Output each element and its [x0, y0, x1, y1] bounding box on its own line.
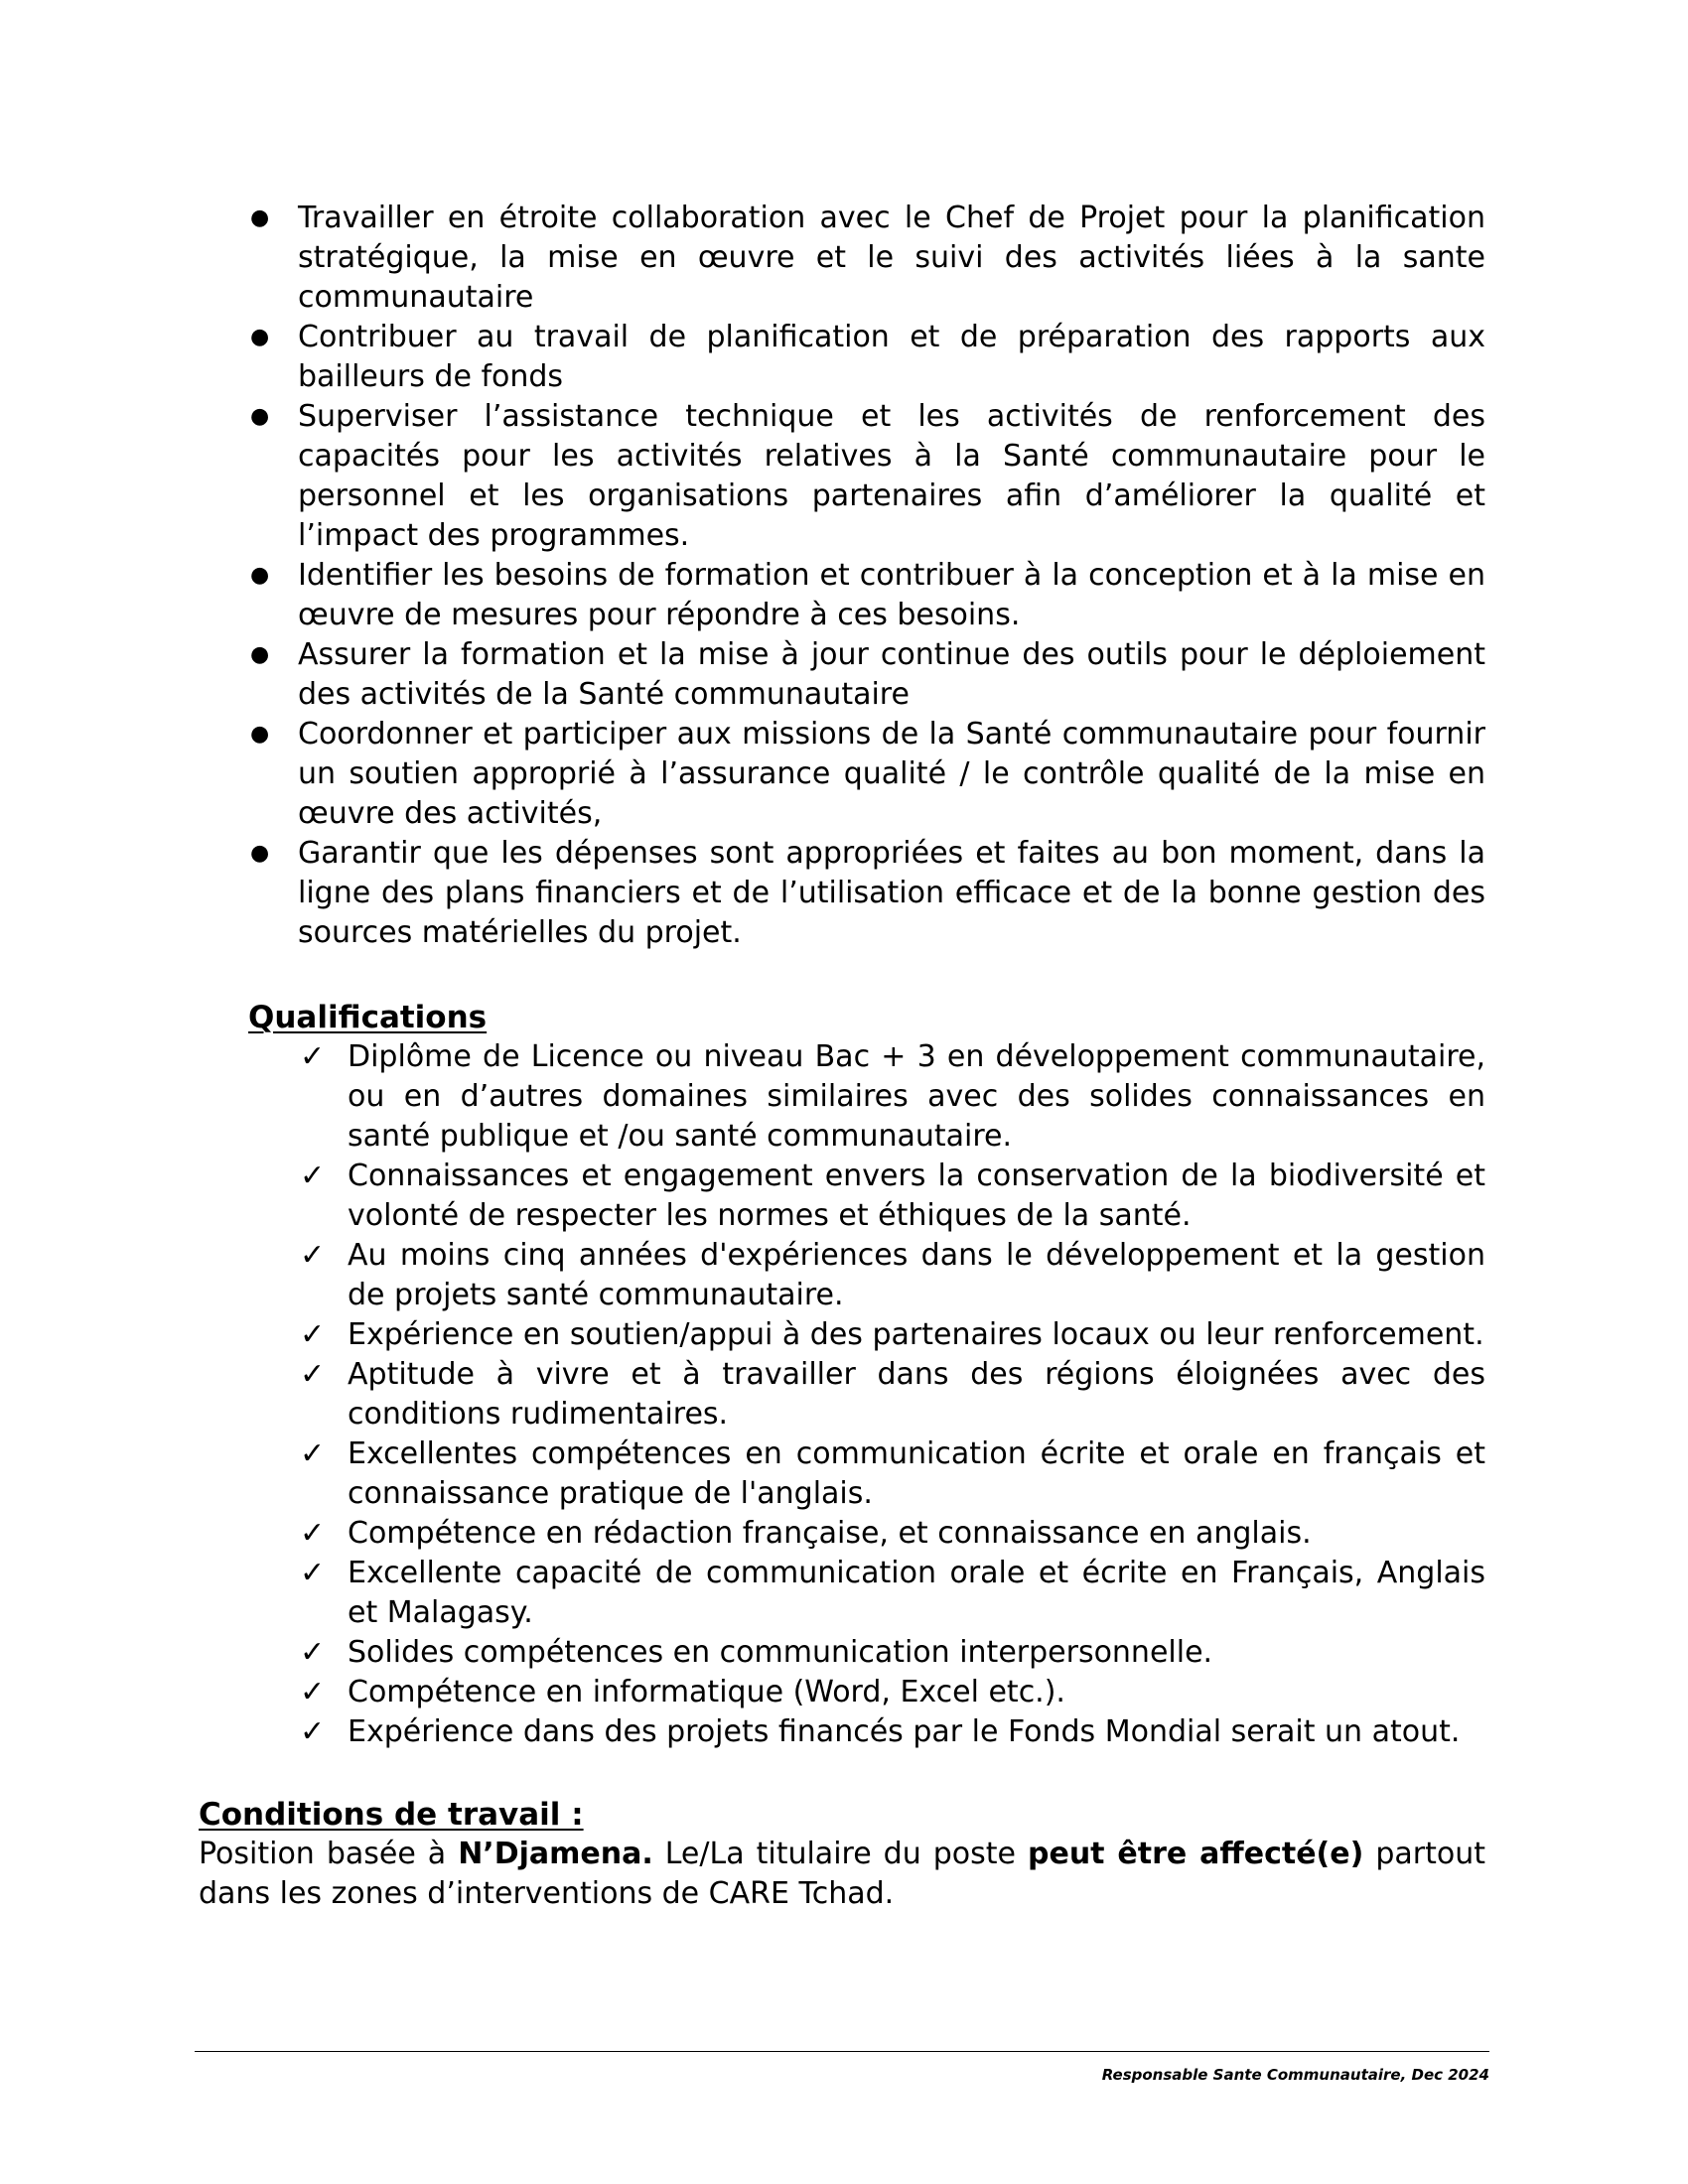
checkmark-icon: ✓ [300, 1635, 326, 1670]
assignment-emphasis: peut être affecté(e) [1028, 1837, 1364, 1871]
list-item: ● Identifier les besoins de formation et contribuer à la conception et à la mise en œuvre de mesures pour répondre à ces besoins. [250, 558, 1485, 632]
checkmark-icon: ✓ [300, 1357, 326, 1392]
bullet-dot-icon: ● [250, 642, 270, 667]
bullet-dot-icon: ● [250, 722, 270, 747]
bullet-dot-icon: ● [250, 841, 270, 866]
responsibilities-list [250, 199, 1485, 953]
checkmark-icon: ✓ [300, 1039, 326, 1074]
list-item: ✓ Excellente capacité de communication orale et écrite en Français, Anglais et Malagasy. [300, 1556, 1485, 1630]
list-item: ● Coordonner et participer aux missions de la Santé communautaire pour fournir un soutien approprié à l’assurance qualité / le contrôle qualité de la mise en œuvre des activités, [250, 717, 1485, 831]
list-item: ✓ Excellentes compétences en communication écrite et orale en français et connaissance pratique de l'anglais. [300, 1436, 1485, 1511]
qualifications-heading: Qualifications [248, 1000, 488, 1035]
checkmark-icon: ✓ [300, 1516, 326, 1551]
bullet-dot-icon: ● [250, 325, 270, 349]
checkmark-icon: ✓ [300, 1238, 326, 1273]
conditions-paragraph: Position basée à N’Djamena. Le/La titulaire du poste peut être affecté(e) partout dans les zones d’interventions de CARE Tchad. [199, 1837, 1485, 1911]
list-item: ✓ Diplôme de Licence ou niveau Bac + 3 en développement communautaire, ou en d’autres domaines similaires avec des solides connaissances en santé publique et /ou santé communautaire. [300, 1039, 1485, 1154]
list-item: ● Garantir que les dépenses sont appropriées et faites au bon moment, dans la ligne des plans financiers et de l’utilisation efficace et de la bonne gestion des sources matérielles du projet. [250, 836, 1485, 950]
list-item: ✓ Au moins cinq années d'expériences dans le développement et la gestion de projets santé communautaire. [300, 1238, 1485, 1312]
list-item: ✓ Connaissances et engagement envers la conservation de la biodiversité et volonté de respecter les normes et éthiques de la santé. [300, 1159, 1485, 1233]
list-item: ✓ Compétence en rédaction française, et connaissance en anglais. [300, 1514, 1485, 1554]
list-item: ✓ Solides compétences en communication interpersonnelle. [300, 1633, 1485, 1673]
bullet-dot-icon: ● [250, 205, 270, 230]
list-item: ● Contribuer au travail de planification et de préparation des rapports aux bailleurs de fonds [250, 320, 1485, 394]
list-item: ✓ Expérience en soutien/appui à des partenaires locaux ou leur renforcement. [300, 1315, 1485, 1355]
footer-divider [195, 2051, 1489, 2052]
list-item: ✓ Aptitude à vivre et à travailler dans des régions éloignées avec des conditions rudimentaires. [300, 1357, 1485, 1432]
qualifications-list [300, 1037, 1485, 1752]
conditions-heading: Conditions de travail : [199, 1797, 584, 1833]
bullet-dot-icon: ● [250, 563, 270, 588]
bullet-dot-icon: ● [250, 404, 270, 429]
checkmark-icon: ✓ [300, 1675, 326, 1709]
checkmark-icon: ✓ [300, 1714, 326, 1749]
list-item: ● Travailler en étroite collaboration avec le Chef de Projet pour la planification stratégique, la mise en œuvre et le suivi des activités liées à la sante communautaire [250, 201, 1485, 315]
checkmark-icon: ✓ [300, 1556, 326, 1590]
list-item: ● Superviser l’assistance technique et les activités de renforcement des capacités pour les activités relatives à la Santé communautaire pour le personnel et les organisations partenaires afin d’améliorer la qualité et l’impact des programmes. [250, 399, 1485, 553]
list-item: ✓ Expérience dans des projets financés par le Fonds Mondial serait un atout. [300, 1712, 1485, 1752]
work-location: N’Djamena. [458, 1837, 653, 1871]
page-footer: Responsable Sante Communautaire, Dec 2024 [1101, 2066, 1489, 2084]
list-item: ✓ Compétence en informatique (Word, Excel etc.). [300, 1673, 1485, 1712]
checkmark-icon: ✓ [300, 1159, 326, 1193]
checkmark-icon: ✓ [300, 1317, 326, 1352]
checkmark-icon: ✓ [300, 1436, 326, 1471]
list-item: ● Assurer la formation et la mise à jour continue des outils pour le déploiement des activités de la Santé communautaire [250, 637, 1485, 712]
